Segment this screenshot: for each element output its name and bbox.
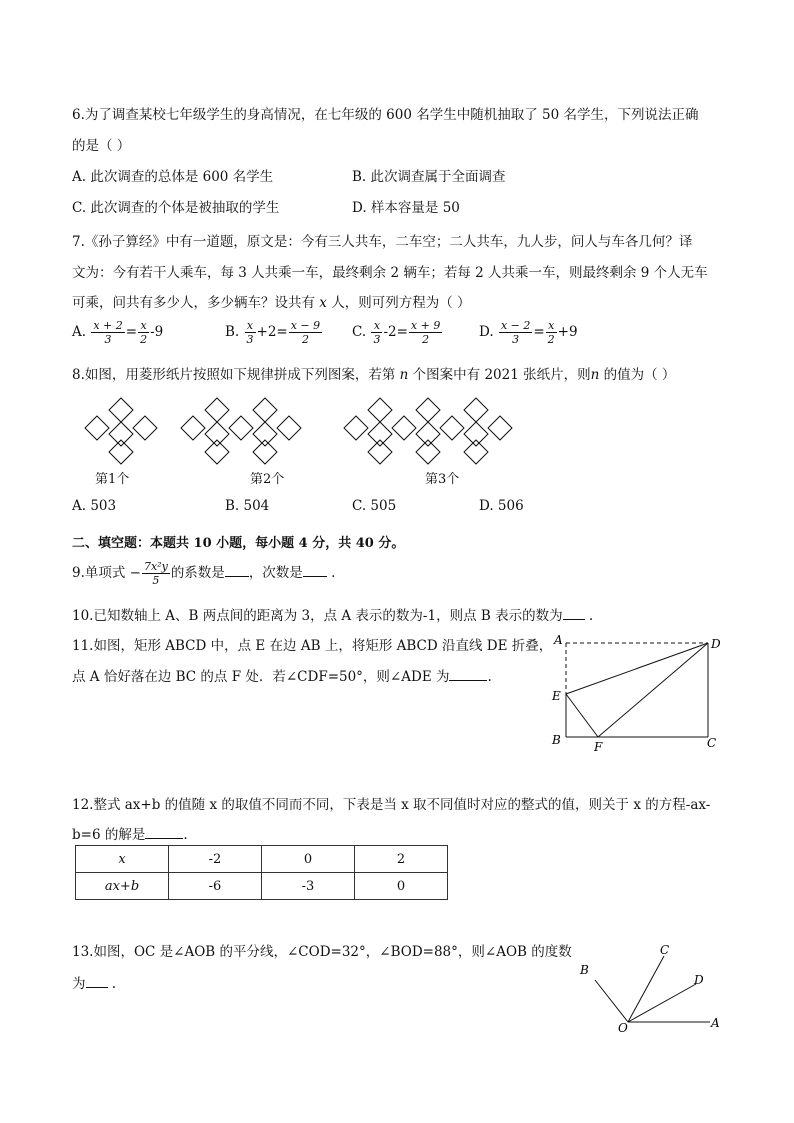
pattern3-caption: 第3个 <box>425 472 460 487</box>
pattern1-tile <box>109 440 133 464</box>
q7-stem-line1: 7.《孙子算经》中有一道题，原文是：今有三人共车，二车空；二人共车，九人步，问人与车各几何？译 <box>72 234 693 250</box>
table-row <box>76 873 448 900</box>
q12-blank[interactable] <box>145 826 183 839</box>
table-cell: 0 <box>355 873 448 900</box>
pattern3-tile <box>464 440 488 464</box>
pattern2-tile <box>229 416 253 440</box>
pattern3-tile <box>368 440 392 464</box>
pattern3-tile <box>464 422 488 446</box>
q7-option-d: D. $\frac{x - 2}{3}$ = $\frac{x}{2}$ +9 <box>479 319 578 346</box>
q8-option-c: C. 505 <box>352 498 397 514</box>
pattern2-tile <box>181 416 205 440</box>
pattern3-tile <box>368 422 392 446</box>
pattern2-tile <box>205 398 229 422</box>
section-heading-fill-in: 二、填空题：本题共 10 小题，每小题 4 分，共 40 分。 <box>72 536 405 551</box>
q8-option-b: B. 504 <box>225 498 270 514</box>
rhombus-pattern-figure <box>70 392 570 467</box>
q7-stem-line3: 可乘，问共有多少人，多少辆车？设共有 x 人，则可列方程为（ ） <box>72 295 471 311</box>
pattern3-tile <box>440 416 464 440</box>
pattern1-tile <box>109 422 133 446</box>
pattern2-tile <box>205 422 229 446</box>
q12-stem-line2: b=6 的解是 . <box>72 827 188 843</box>
q8-stem: 8.如图，用菱形纸片按照如下规律拼成下列图案，若第 n 个图案中有 2021 张纸片，则n 的值为（ ） <box>72 367 676 383</box>
label-a: A <box>711 1016 720 1030</box>
pattern3-tile <box>488 416 512 440</box>
q13-stem-line1: 13.如图，OC 是∠AOB 的平分线，∠COD=32°，∠BOD=88°，则∠AOB 的度数 <box>72 944 572 960</box>
q11-stem-line2: 点 A 恰好落在边 BC 的点 F 处．若∠CDF=50°，则∠ADE 为 . <box>72 669 492 685</box>
label-a: A <box>554 634 563 647</box>
q7-option-b: B. $\frac{x}{3}$ +2= $\frac{x - 9}{2}$ <box>225 319 321 346</box>
q8-option-d: D. 506 <box>479 498 524 514</box>
q6-option-a: A. 此次调查的总体是 600 名学生 <box>72 169 274 185</box>
label-c: C <box>660 943 670 957</box>
q6-option-c: C. 此次调查的个体是被抽取的学生 <box>72 200 280 216</box>
pattern3-tile <box>416 422 440 446</box>
pattern2-tile <box>253 398 277 422</box>
pattern3-tile <box>416 440 440 464</box>
table-cell: 2 <box>355 846 448 873</box>
pattern2-tile <box>277 416 301 440</box>
q7-option-a: A. $\frac{x + 2}{3}$ = $\frac{x}{2}$ -9 <box>72 319 164 346</box>
table-cell: x <box>76 846 169 873</box>
q12-value-table <box>75 845 448 900</box>
q6-stem-line2: 的是（ ） <box>72 138 131 154</box>
q6-stem-line1: 6.为了调查某校七年级学生的身高情况，在七年级的 600 名学生中随机抽取了 50 名学生，下列说法正确 <box>72 107 699 123</box>
q6-option-b: B. 此次调查属于全面调查 <box>352 169 506 185</box>
q9-blank-coefficient[interactable] <box>225 564 249 577</box>
pattern3-tile <box>392 416 416 440</box>
label-e: E <box>552 689 561 703</box>
pattern2-caption: 第2个 <box>250 472 285 487</box>
pattern1-tile <box>85 416 109 440</box>
label-f: F <box>594 740 603 754</box>
label-o: O <box>618 1021 628 1035</box>
q13-stem-line2: 为 . <box>72 976 117 992</box>
table-cell: 0 <box>262 846 355 873</box>
pattern1-tile <box>109 398 133 422</box>
pattern3-tile <box>344 416 368 440</box>
table-cell: ax+b <box>76 873 169 900</box>
table-row <box>76 846 448 873</box>
pattern1-tile <box>133 416 157 440</box>
pattern3-tile <box>368 398 392 422</box>
pattern2-tile <box>205 440 229 464</box>
angle-bisector-figure <box>572 940 732 1035</box>
table-cell: -3 <box>262 873 355 900</box>
pattern2-tile <box>253 440 277 464</box>
label-b: B <box>552 733 561 747</box>
pattern3-tile <box>464 398 488 422</box>
q11-stem-line1: 11.如图，矩形 ABCD 中，点 E 在边 AB 上，将矩形 ABCD 沿直线 DE 折叠， <box>72 638 553 654</box>
rectangle-fold-figure <box>548 634 728 754</box>
q9-blank-degree[interactable] <box>303 564 327 577</box>
q13-blank[interactable] <box>86 975 108 988</box>
q8-option-a: A. 503 <box>72 498 117 514</box>
q7-stem-line2: 文为：今有若干人乘车，每 3 人共乘一车，最终剩余 2 辆车；若每 2 人共乘一车，则最终剩余 9 个人无车 <box>72 265 708 281</box>
label-d: D <box>694 973 704 987</box>
q11-blank[interactable] <box>449 668 487 681</box>
q10-blank[interactable] <box>563 607 585 620</box>
label-b: B <box>580 963 589 977</box>
pattern1-caption: 第1个 <box>95 472 130 487</box>
q7-option-c: C. $\frac{x}{3}$ -2= $\frac{x + 9}{2}$ <box>352 319 441 346</box>
pattern3-tile <box>416 398 440 422</box>
q6-option-d: D. 样本容量是 50 <box>352 200 460 216</box>
table-cell: -2 <box>169 846 262 873</box>
q12-stem-line1: 12.整式 ax+b 的值随 x 的取值不同而不同，下表是当 x 取不同值时对应的整式的值，则关于 x 的方程-ax- <box>72 797 711 813</box>
label-d: D <box>711 637 721 651</box>
q9-stem: 9.单项式 − $\frac{\text{7x²y}}{5}$ 的系数是 ，次数是 . <box>72 560 336 587</box>
q10-stem: 10.已知数轴上 A、B 两点间的距离为 3，点 A 表示的数为-1，则点 B 表示的数为 . <box>72 608 594 624</box>
pattern2-tile <box>253 422 277 446</box>
label-c: C <box>707 736 717 750</box>
table-cell: -6 <box>169 873 262 900</box>
